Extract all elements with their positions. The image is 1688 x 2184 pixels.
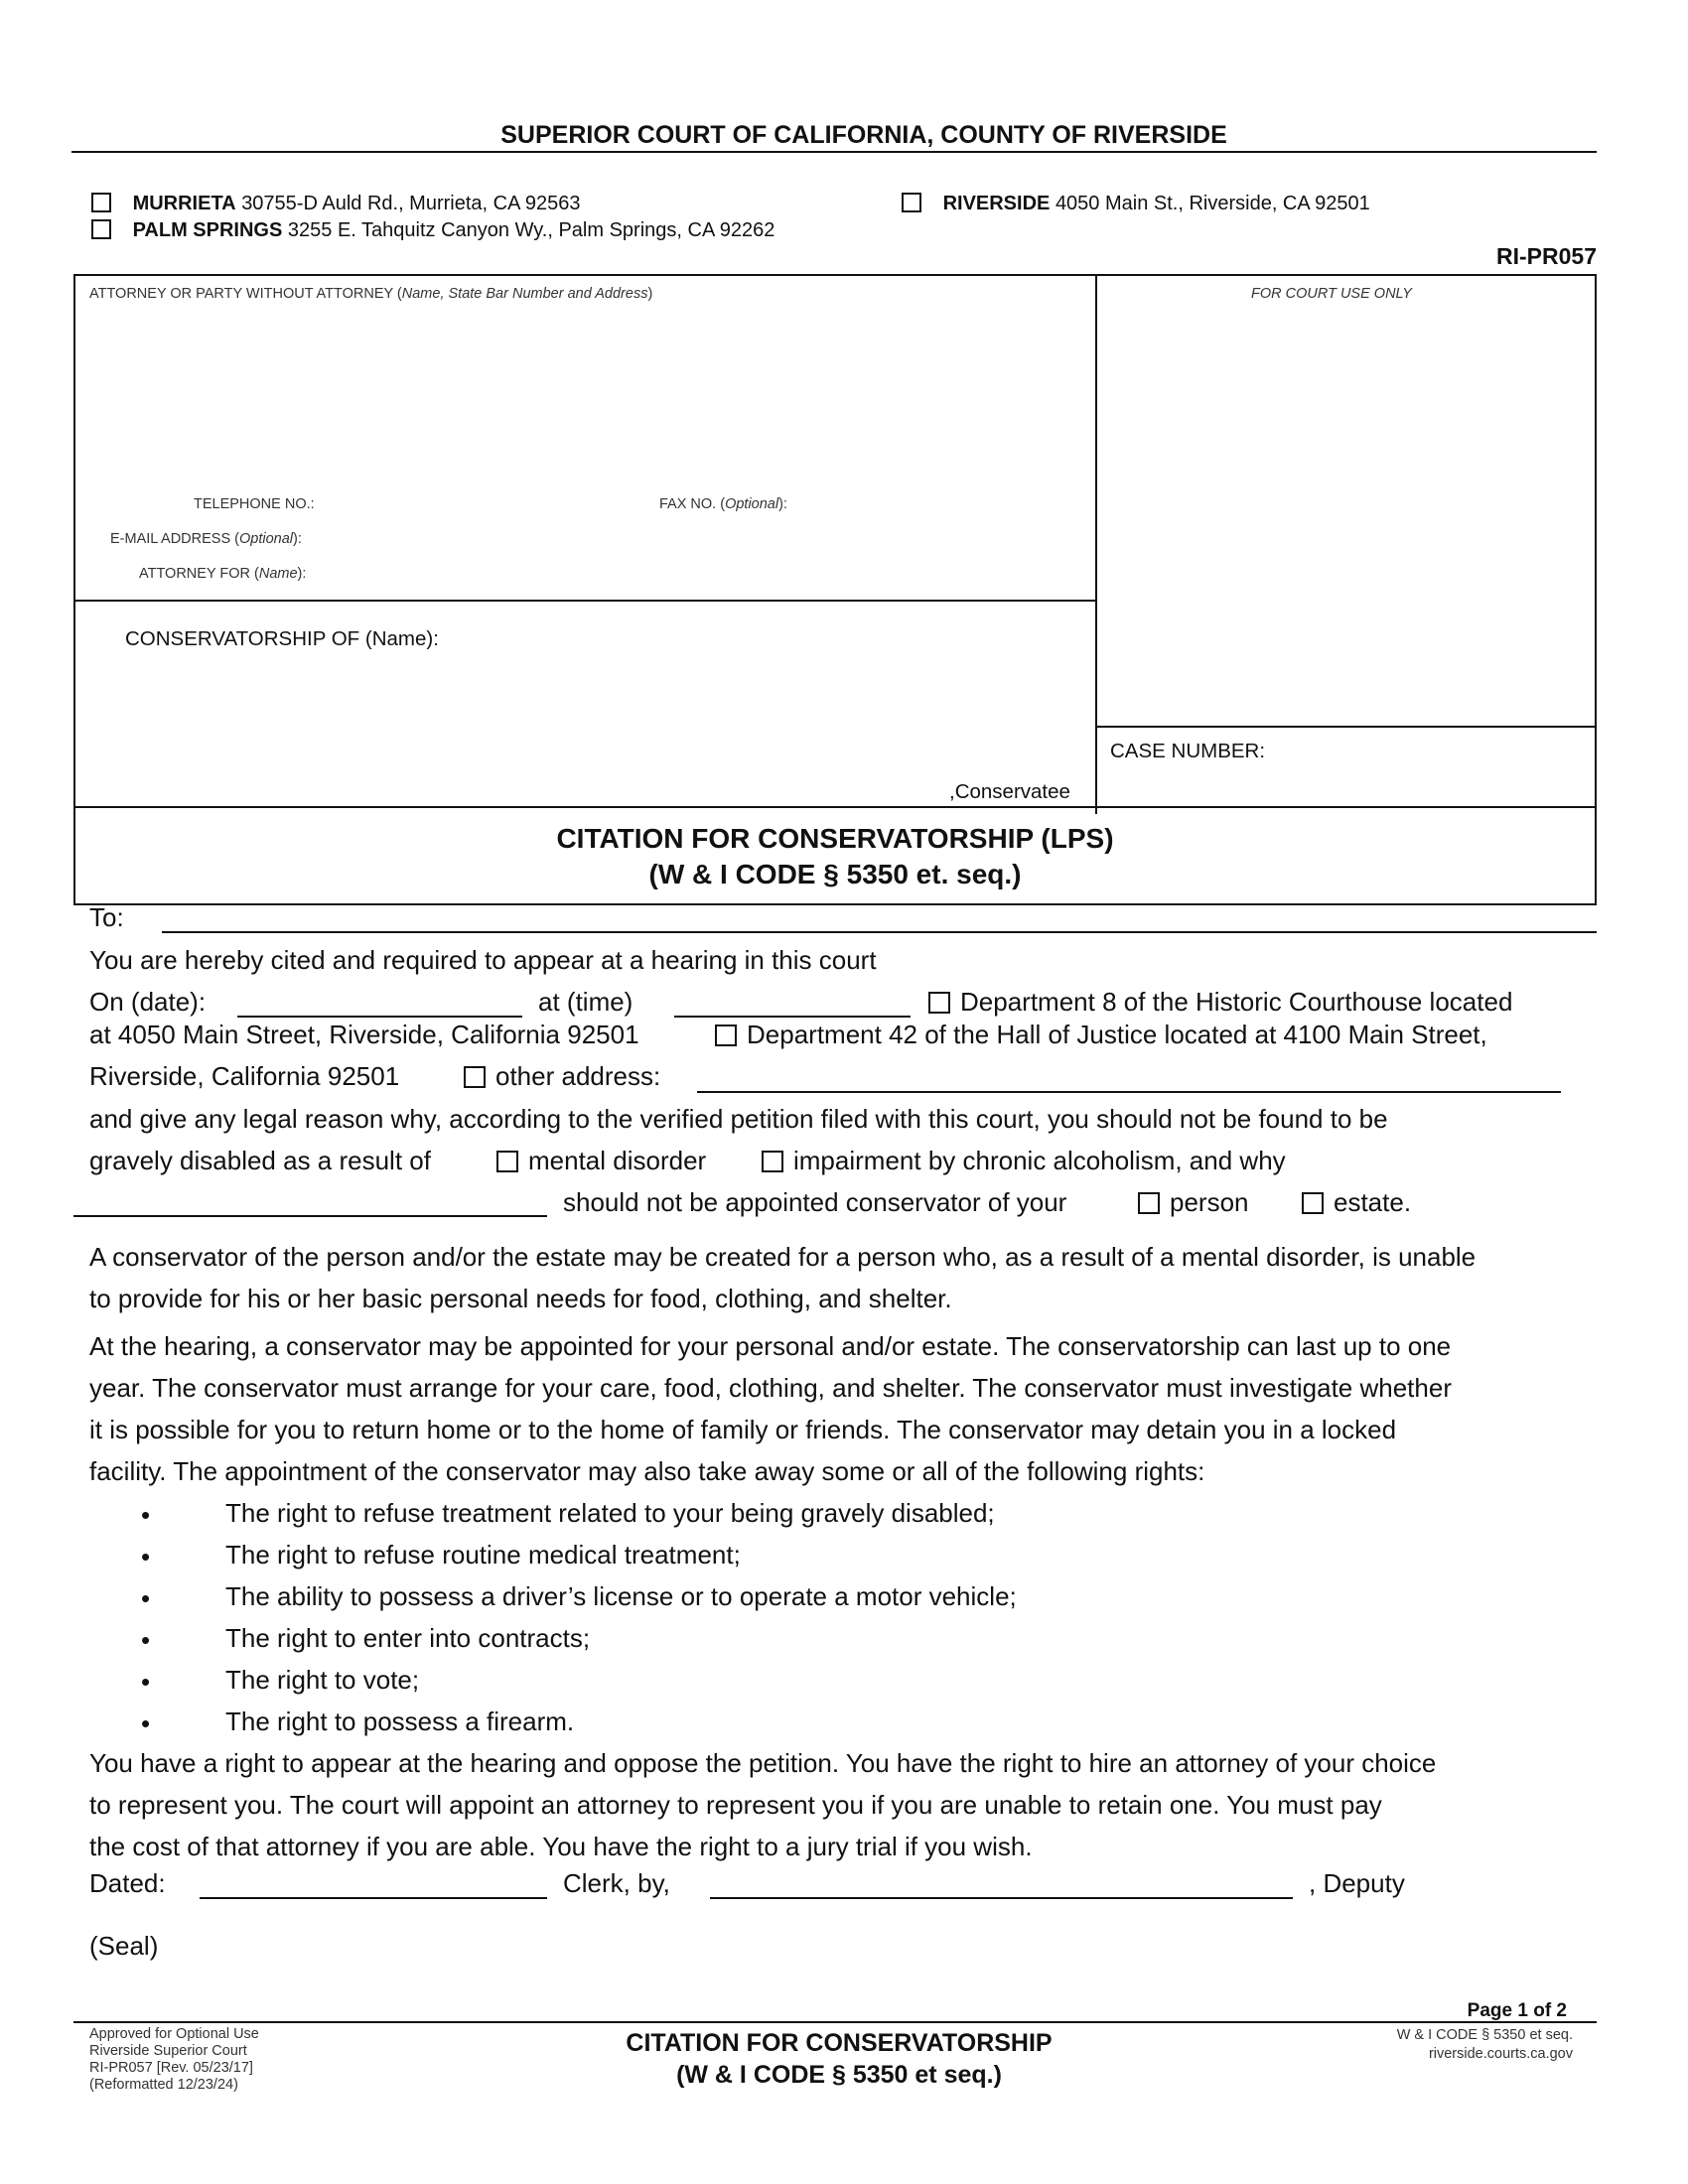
list-item: • The right to enter into contracts; xyxy=(139,1617,1017,1659)
location-murrieta xyxy=(91,193,581,215)
other-address-checkbox[interactable] xyxy=(464,1066,486,1088)
mental-disorder-option: mental disorder xyxy=(496,1146,706,1175)
caption-divider xyxy=(1095,274,1097,814)
attorney-label: ATTORNEY OR PARTY WITHOUT ATTORNEY (Name, State Bar Number and Address) xyxy=(89,286,653,302)
other-address-line[interactable] xyxy=(697,1091,1561,1093)
bullet-icon: • xyxy=(141,1708,151,1738)
list-item: • The right to possess a firearm. xyxy=(139,1701,1017,1742)
form-title-line1: CITATION FOR CONSERVATORSHIP (LPS) xyxy=(556,823,1114,854)
rights-list xyxy=(139,1492,1017,1742)
deputy-label: , Deputy xyxy=(1309,1868,1405,1898)
fax-label: FAX NO. (Optional): xyxy=(659,496,787,512)
form-title-line2: (W & I CODE § 5350 et. seq.) xyxy=(648,859,1022,889)
dated-label: Dated: xyxy=(89,1868,166,1898)
riverside-checkbox[interactable] xyxy=(902,193,921,212)
palm-springs-checkbox[interactable] xyxy=(91,219,111,239)
conservatorship-of-label: CONSERVATORSHIP OF (Name): xyxy=(125,627,439,650)
should-not-text: should not be appointed conservator of your xyxy=(563,1187,1067,1217)
dept8-checkbox[interactable] xyxy=(928,992,950,1014)
clerk-label: Clerk, by, xyxy=(563,1868,670,1898)
address1-text: at 4050 Main Street, Riverside, California 92501 xyxy=(89,1020,639,1049)
court-use-label: FOR COURT USE ONLY xyxy=(1251,286,1412,302)
clerk-line[interactable] xyxy=(710,1897,1293,1899)
attorney-divider xyxy=(73,600,1097,602)
to-line[interactable] xyxy=(162,931,1597,933)
legal-reason-text: and give any legal reason why, according to the verified petition filed with this court, you should not be found to be xyxy=(89,1104,1388,1134)
address2-text: Riverside, California 92501 xyxy=(89,1061,400,1091)
alcoholism-checkbox[interactable] xyxy=(762,1151,783,1172)
footer-title: CITATION FOR CONSERVATORSHIP (W & I CODE § 5350 et seq.) xyxy=(626,2029,1053,2089)
mental-disorder-checkbox[interactable] xyxy=(496,1151,518,1172)
list-item: • The right to refuse routine medical treatment; xyxy=(139,1534,1017,1575)
list-item: • The right to vote; xyxy=(139,1659,1017,1701)
case-number-label: CASE NUMBER: xyxy=(1110,740,1266,762)
location-address: 3255 E. Tahquitz Canyon Wy., Palm Springs, CA 92262 xyxy=(287,219,775,241)
location-riverside xyxy=(902,193,1370,215)
paragraph-3: You have a right to appear at the hearing and oppose the petition. You have the right to hire an attorney of your choice to represent you. The court will appoint an attorney to represent you if you are unable to retain one. You must pay the cost of that attorney if you are able. You have the right to a jury trial if you wish. xyxy=(89,1748,1437,1861)
title-divider xyxy=(73,806,1597,808)
dated-line[interactable] xyxy=(200,1897,547,1899)
person-checkbox[interactable] xyxy=(1138,1192,1160,1214)
cited-text: You are hereby cited and required to appear at a hearing in this court xyxy=(89,945,877,975)
footer-left: Approved for Optional Use Riverside Superior Court RI-PR057 [Rev. 05/23/17] (Reformatted 12/23/24) xyxy=(89,2026,259,2093)
location-name: RIVERSIDE xyxy=(942,193,1051,214)
person-option: person xyxy=(1138,1187,1249,1217)
footer-rule xyxy=(73,2021,1597,2023)
time-line[interactable] xyxy=(674,1016,911,1018)
location-name: PALM SPRINGS xyxy=(132,219,283,241)
estate-option: estate. xyxy=(1302,1187,1411,1217)
dept8-option: Department 8 of the Historic Courthouse located xyxy=(928,987,1512,1017)
date-line[interactable] xyxy=(237,1016,522,1018)
bullet-icon: • xyxy=(141,1625,151,1655)
court-title: SUPERIOR COURT OF CALIFORNIA, COUNTY OF RIVERSIDE xyxy=(500,121,1227,149)
murrieta-checkbox[interactable] xyxy=(91,193,111,212)
form-number: RI-PR057 xyxy=(1496,243,1597,269)
bullet-icon: • xyxy=(141,1542,151,1571)
location-address: 4050 Main St., Riverside, CA 92501 xyxy=(1055,193,1370,214)
email-label: E-MAIL ADDRESS (Optional): xyxy=(110,531,302,547)
list-item: • The ability to possess a driver’s license or to operate a motor vehicle; xyxy=(139,1575,1017,1617)
location-name: MURRIETA xyxy=(132,193,236,214)
page-number: Page 1 of 2 xyxy=(1467,2000,1567,2021)
to-label: To: xyxy=(89,902,124,932)
gravely-text: gravely disabled as a result of xyxy=(89,1146,431,1175)
bullet-icon: • xyxy=(141,1667,151,1697)
case-number-divider xyxy=(1095,726,1597,728)
attorney-for-label: ATTORNEY FOR (Name): xyxy=(139,566,307,582)
seal-label: (Seal) xyxy=(89,1931,159,1961)
location-palm-springs xyxy=(91,219,774,242)
dept42-option: Department 42 of the Hall of Justice located at 4100 Main Street, xyxy=(715,1020,1487,1049)
caption-box xyxy=(73,274,1597,905)
list-item: • The right to refuse treatment related to your being gravely disabled; xyxy=(139,1492,1017,1534)
other-address-option: other address: xyxy=(464,1061,660,1091)
telephone-label: TELEPHONE NO.: xyxy=(194,496,315,512)
conservatee-label: ,Conservatee xyxy=(949,780,1070,803)
form-title xyxy=(73,821,1597,892)
estate-checkbox[interactable] xyxy=(1302,1192,1324,1214)
name-line[interactable] xyxy=(73,1215,547,1217)
alcoholism-option: impairment by chronic alcoholism, and why xyxy=(762,1146,1286,1175)
footer-right: W & I CODE § 5350 et seq. riverside.courts.ca.gov xyxy=(1396,2027,1573,2062)
paragraph-2: At the hearing, a conservator may be appointed for your personal and/or estate. The conservatorship can last up to one year. The conservator must arrange for your care, food, clothing, and shelter. The conservator must investigate whether it is possible for you to return home or to the home of family or friends. The conservator may detain you in a locked facility. The appointment of the conservator may also take away some or all of the following rights: xyxy=(89,1331,1452,1486)
location-address: 30755-D Auld Rd., Murrieta, CA 92563 xyxy=(241,193,581,214)
bullet-icon: • xyxy=(141,1500,151,1530)
on-date-label: On (date): xyxy=(89,987,207,1017)
header-rule xyxy=(71,151,1597,153)
paragraph-1: A conservator of the person and/or the estate may be created for a person who, as a result of a mental disorder, is unable to provide for his or her basic personal needs for food, clothing, and shelter. xyxy=(89,1242,1477,1313)
dept42-checkbox[interactable] xyxy=(715,1024,737,1046)
bullet-icon: • xyxy=(141,1583,151,1613)
at-time-label: at (time) xyxy=(538,987,633,1017)
